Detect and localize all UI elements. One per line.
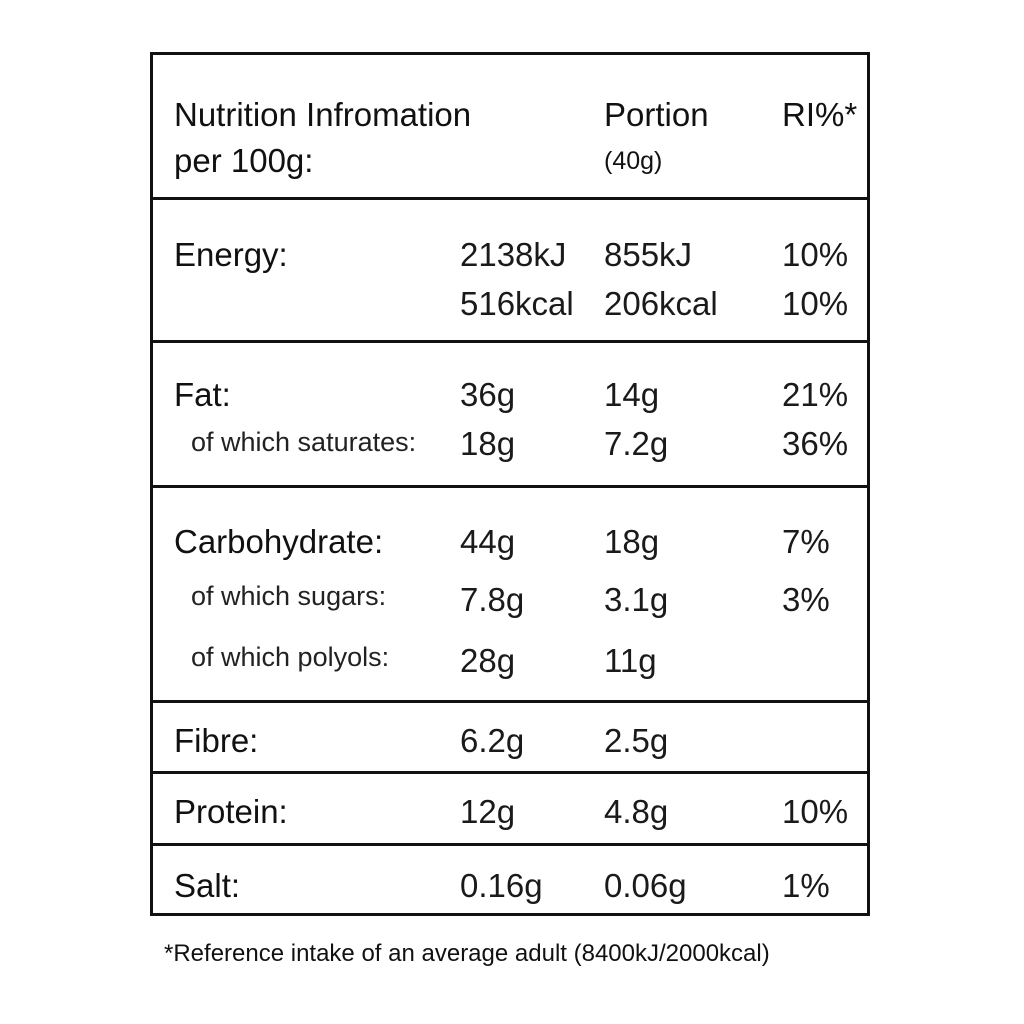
carbohydrate-portion: 18g: [604, 523, 660, 560]
energy-per100-kcal: 516kcal: [460, 285, 574, 322]
salt-ri: 1%: [782, 867, 830, 904]
divider: [153, 485, 867, 488]
saturates-per100: 18g: [460, 425, 516, 462]
table-title-line1: Nutrition Infromation: [174, 96, 472, 133]
table-title-line2: per 100g:: [174, 142, 314, 179]
divider: [153, 197, 867, 200]
fibre-per100: 6.2g: [460, 722, 525, 759]
saturates-portion: 7.2g: [604, 425, 669, 462]
divider: [153, 843, 867, 846]
energy-label: Energy:: [174, 236, 288, 273]
divider: [153, 700, 867, 703]
salt-portion: 0.06g: [604, 867, 687, 904]
fat-portion: 14g: [604, 376, 660, 413]
divider: [153, 340, 867, 343]
footnote: *Reference intake of an average adult (8400kJ/2000kcal): [164, 940, 770, 967]
energy-portion-kj: 855kJ: [604, 236, 693, 273]
salt-per100: 0.16g: [460, 867, 543, 904]
nutrition-table: [150, 52, 870, 916]
carbohydrate-ri: 7%: [782, 523, 830, 560]
fat-ri: 21%: [782, 376, 849, 413]
polyols-per100: 28g: [460, 642, 516, 679]
energy-ri-kj: 10%: [782, 236, 849, 273]
salt-label: Salt:: [174, 867, 241, 904]
sugars-label: of which sugars:: [191, 581, 387, 611]
energy-ri-kcal: 10%: [782, 285, 849, 322]
polyols-label: of which polyols:: [191, 642, 390, 672]
fibre-label: Fibre:: [174, 722, 259, 759]
carbohydrate-per100: 44g: [460, 523, 516, 560]
portion-header: Portion: [604, 96, 709, 133]
polyols-portion: 11g: [604, 642, 657, 679]
fat-per100: 36g: [460, 376, 516, 413]
energy-portion-kcal: 206kcal: [604, 285, 718, 322]
sugars-ri: 3%: [782, 581, 830, 618]
fibre-portion: 2.5g: [604, 722, 669, 759]
protein-label: Protein:: [174, 793, 288, 830]
energy-per100-kj: 2138kJ: [460, 236, 567, 273]
saturates-ri: 36%: [782, 425, 849, 462]
sugars-per100: 7.8g: [460, 581, 525, 618]
protein-ri: 10%: [782, 793, 849, 830]
protein-per100: 12g: [460, 793, 516, 830]
carbohydrate-label: Carbohydrate:: [174, 523, 384, 560]
divider: [153, 771, 867, 774]
saturates-label: of which saturates:: [191, 427, 417, 457]
sugars-portion: 3.1g: [604, 581, 669, 618]
ri-header: RI%*: [782, 96, 858, 133]
fat-label: Fat:: [174, 376, 231, 413]
protein-portion: 4.8g: [604, 793, 669, 830]
portion-size: (40g): [604, 147, 663, 175]
